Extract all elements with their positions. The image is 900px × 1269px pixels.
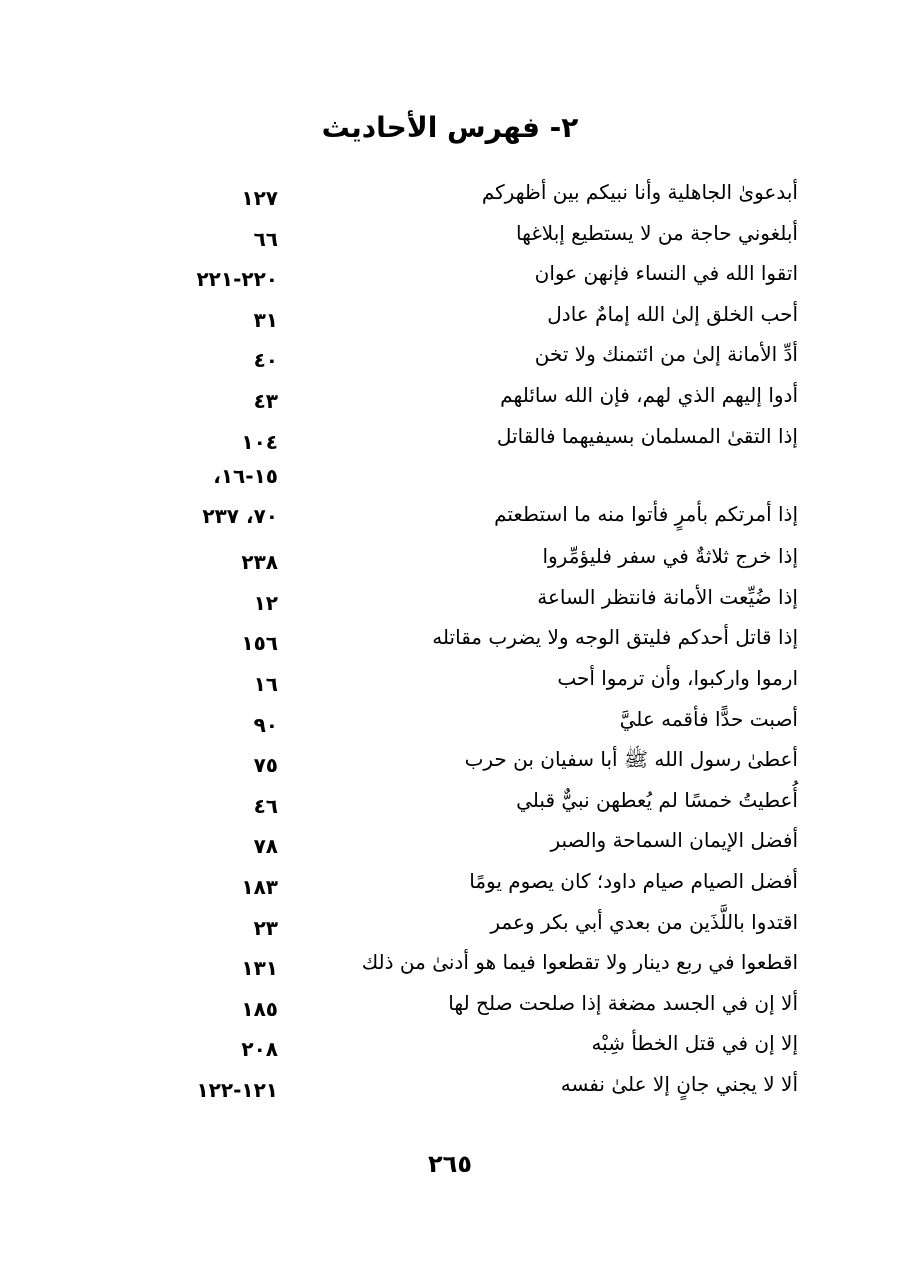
index-entry [0, 859, 900, 900]
page-references [138, 456, 278, 536]
page-reference: ١٠٤ [241, 429, 278, 454]
section-title: ٢- فهرس الأحاديث [321, 111, 579, 144]
hadith-text: أبلغوني حاجة من لا يستطيع إبلاغها [516, 220, 798, 245]
page-reference: ٧٨ [253, 834, 278, 859]
hadith-text: أُعطيتُ خمسًا لم يُعطهن نبيٌّ قبلي [516, 787, 798, 812]
hadith-text: ارموا واركبوا، وأن ترموا أحب [557, 665, 798, 690]
page-reference: ٩٠ [253, 712, 278, 737]
hadith-text: اقطعوا في ربع دينار ولا تقطعوا فيما هو أدنىٰ من ذلك [361, 950, 798, 975]
index-entry [0, 656, 900, 697]
hadith-text: ألا إن في الجسد مضغة إذا صلحت صلح لها [448, 990, 798, 1015]
page-reference: ٤٣ [253, 388, 278, 413]
index-entry [0, 940, 900, 981]
hadith-text: اتقوا الله في النساء فإنهن عوان [534, 261, 798, 286]
page-reference: ١٥-١٦، [213, 464, 278, 489]
index-entry [0, 170, 900, 211]
hadith-text: إلا إن في قتل الخطأ شِبْه [591, 1031, 798, 1056]
hadith-text: إذا خرج ثلاثةٌ في سفر فليؤمِّروا [542, 544, 798, 569]
page-reference: ٧٠، ٢٣٧ [202, 504, 278, 529]
hadith-text: أحب الخلق إلىٰ الله إمامٌ عادل [547, 301, 798, 326]
page-reference: ٦٦ [253, 226, 278, 251]
page-reference: ١٥٦ [241, 631, 278, 656]
page-reference: ٤٦ [253, 793, 278, 818]
page-reference: ٢٣٨ [241, 550, 278, 575]
index-entry [0, 900, 900, 941]
hadith-text: أبدعوىٰ الجاهلية وأنا نبيكم بين أظهركم [481, 180, 798, 204]
index-entry [0, 778, 900, 819]
index-entry [0, 414, 900, 455]
index-entry [0, 292, 900, 333]
index-entry [0, 818, 900, 859]
hadith-text: إذا ضُيِّعت الأمانة فانتظر الساعة [537, 584, 798, 609]
hadith-text: إذا قاتل أحدكم فليتق الوجه ولا يضرب مقاتله [432, 625, 798, 650]
page-reference: ٤٠ [253, 348, 278, 373]
index-entry [0, 737, 900, 778]
index-entry [0, 534, 900, 575]
index-entry [0, 251, 900, 292]
page-reference: ١٢٧ [241, 186, 278, 210]
page-reference: ١٣١ [241, 956, 278, 981]
page-reference: ١٨٥ [241, 996, 278, 1021]
index-entry [0, 615, 900, 656]
index-entry [0, 981, 900, 1022]
hadith-text: أعطىٰ رسول الله ﷺ أبا سفيان بن حرب [464, 747, 798, 772]
page-reference: ٣١ [253, 307, 278, 332]
hadith-text: أفضل الصيام صيام داود؛ كان يصوم يومًا [469, 868, 798, 893]
index-entry [0, 373, 900, 414]
page-number: ٢٦٥ [428, 1150, 472, 1178]
hadith-text: اقتدوا باللَّذَين من بعدي أبي بكر وعمر [490, 909, 798, 934]
hadith-text: أفضل الإيمان السماحة والصبر [550, 828, 798, 853]
index-entry [0, 211, 900, 252]
hadith-text: إذا التقىٰ المسلمان بسيفيهما فالقاتل [496, 423, 798, 448]
page-reference: ٧٥ [253, 753, 278, 778]
page-reference: ٢٢٠-٢٢١ [196, 267, 278, 292]
hadith-text: أصبت حدًّا فأقمه عليَّ [619, 706, 798, 731]
hadith-index-list [0, 170, 900, 1102]
page-reference: ١٢ [253, 590, 278, 615]
page-reference: ٢٣ [253, 915, 278, 940]
hadith-text: ألا لا يجني جانٍ إلا علىٰ نفسه [560, 1071, 798, 1096]
page-references [138, 1070, 278, 1110]
index-entry [0, 332, 900, 373]
page-reference: ١٨٣ [241, 874, 278, 899]
index-entry [0, 697, 900, 738]
index-entry [0, 454, 900, 534]
index-entry [0, 1062, 900, 1103]
page-reference: ٢٠٨ [241, 1037, 278, 1062]
page-reference: ١٢١-١٢٢ [196, 1077, 278, 1102]
index-entry [0, 575, 900, 616]
page-reference: ١٦ [253, 671, 278, 696]
hadith-text: أدِّ الأمانة إلىٰ من ائتمنك ولا تخن [534, 342, 798, 367]
hadith-text: إذا أمرتكم بأمرٍ فأتوا منه ما استطعتم [494, 502, 798, 527]
hadith-text: أدوا إليهم الذي لهم، فإن الله سائلهم [500, 382, 798, 407]
index-entry [0, 1021, 900, 1062]
